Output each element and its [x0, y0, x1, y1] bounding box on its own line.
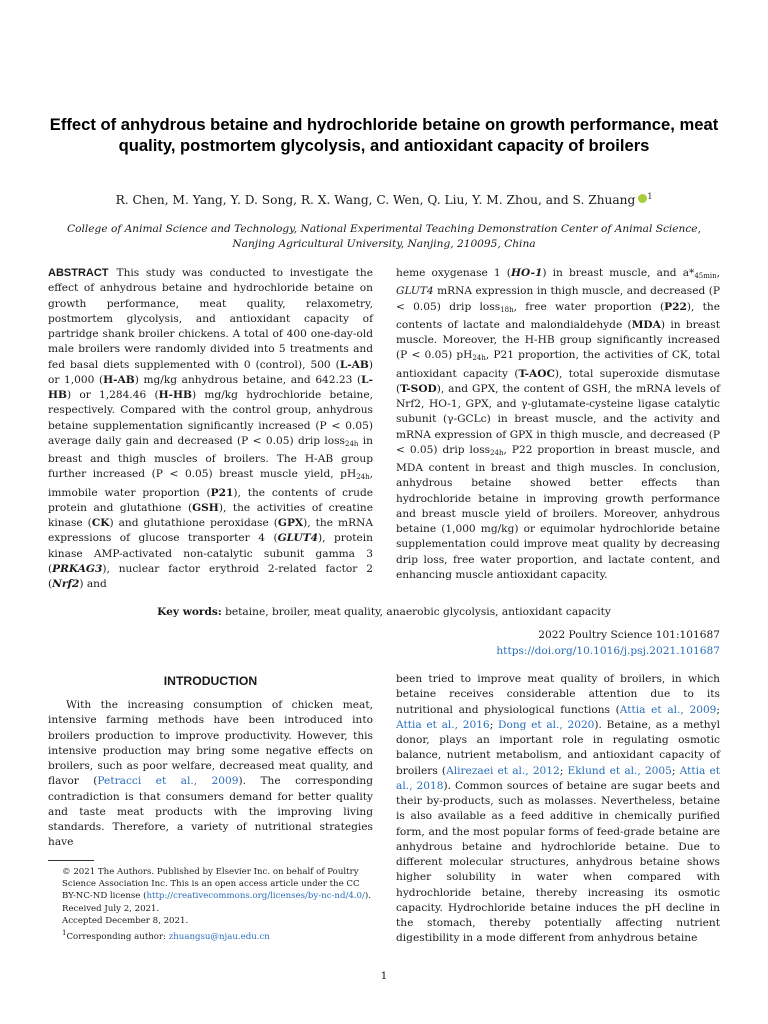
license-link[interactable]: http://creativecommons.org/licenses/by-nc-nd/4.0/ [146, 891, 365, 902]
intro-left-column [48, 698, 373, 851]
citation-link[interactable]: Attia et al., 2018 [396, 764, 721, 792]
license-text: ). [364, 891, 371, 902]
citation-link[interactable]: Petracci et al., 2009 [97, 775, 239, 788]
intro-text: ; [716, 703, 720, 716]
journal-citation: 2022 Poultry Science 101:101687 [538, 629, 720, 641]
keywords [48, 605, 720, 620]
citation-link[interactable]: Attia et al., 2009 [619, 703, 717, 716]
corr-label: Corresponding author: [66, 932, 169, 943]
abbr-gpx: GPX [277, 517, 304, 529]
citation-block [496, 627, 720, 659]
intro-text: been tried to improve meat quality of broilers, in which betaine receives considerable attention due to its nutritional and physiological functions ( [396, 673, 720, 716]
abbr-hab: H-AB [103, 373, 135, 386]
citation-link[interactable]: Alirezaei et al., 2012 [446, 764, 560, 777]
received-date: Received July 2, 2021. [62, 903, 160, 914]
subscript: 18h [500, 305, 514, 314]
abstract-text: ), the contents of crude protein and glutathione ( [48, 486, 373, 514]
author-names: R. Chen, M. Yang, Y. D. Song, R. X. Wang, C. Wen, Q. Liu, Y. M. Zhou, and S. Zhuang [115, 193, 636, 207]
footnotes [48, 866, 373, 943]
footnote-divider [48, 860, 94, 861]
footnote-marker: 1 [62, 929, 67, 938]
abstract-text: ) or 1,000 ( [48, 358, 373, 386]
abstract-text: , [716, 267, 720, 279]
keywords-text: betaine, broiler, meat quality, anaerobic glycolysis, antioxidant capacity [225, 606, 611, 618]
intro-text: ). The corresponding contradiction is that consumers demand for better quality and taste meat products with the improving living standards. Therefore, a variety of nutritional strategies have [48, 775, 374, 849]
license-note [48, 866, 373, 903]
doi-link[interactable]: https://doi.org/10.1016/j.psj.2021.101687 [496, 645, 720, 657]
abbr-tsod: T-SOD [400, 382, 437, 395]
subscript: 24h [345, 439, 359, 448]
introduction-heading: INTRODUCTION [163, 674, 258, 688]
abstract-text: in breast and thigh muscles of broilers. The H-AB group further increased (P < 0.05) breast muscle yield, pH [48, 434, 373, 481]
subscript: 24h [472, 354, 486, 363]
orcid-icon[interactable] [638, 194, 647, 203]
abstract-text: ), the activities of creatine kinase ( [48, 501, 373, 529]
subscript: 24h [490, 448, 504, 457]
abbr-mda: MDA [631, 318, 661, 331]
abstract-text: ), nuclear factor erythroid 2-related factor 2 ( [48, 562, 373, 590]
intro-text: ). Common sources of betaine are sugar beets and their by-products, such as molasses. Nevertheless, betaine is also available as a feed additive in chemically purified form, and the most popular forms of feed-grade betaine are anhydrous betaine and hydrochloride betaine. Due to different molecular structures, anhydrous betaine shows higher solubility in water when compared with hydrochloride betaine, thereby increasing its osmotic capacity. Hydrochloride betaine induces the pH decline in the stomach, thereby potentially affecting nutrient digestibility in a mode different from anhydrous betaine [396, 779, 720, 945]
corresponding-author [48, 927, 373, 943]
abstract-right-column [396, 266, 720, 583]
abbr-lhb: L-HB [48, 373, 373, 401]
abstract-text: ) in breast muscle. Moreover, the H-HB group significantly increased (P < 0.05) pH [396, 318, 720, 362]
abbr-gsh: GSH [192, 501, 219, 514]
abstract-text: heme oxygenase 1 ( [396, 267, 511, 279]
abstract-text: ) mg/kg anhydrous betaine, and 642.23 ( [134, 373, 362, 386]
abstract-text: This study was conducted to investigate the effect of anhydrous betaine and hydrochloride betaine on growth performance, meat quality, relaxometry, postmortem glycolysis, and antioxidant capacity of partridge shank broiler chickens. A total of 400 one-day-old male broilers were randomly divided into 5 treatments and fed basal diets supplemented with 0 (control), 500 ( [48, 267, 373, 371]
abstract-left-column [48, 266, 373, 592]
intro-text: ; [489, 718, 498, 731]
abstract-text: ) in breast muscle, and a* [542, 267, 695, 279]
abbr-p22: P22 [664, 300, 687, 313]
license-text: © 2021 The Authors. Published by Elsevier Inc. on behalf of Poultry Science Association Inc. This is an open access article under the CC BY-NC-ND license ( [62, 867, 360, 902]
keywords-label: Key words: [157, 606, 222, 618]
gene-nrf2: Nrf2 [52, 578, 80, 590]
abstract-text: ), protein kinase AMP-activated non-catalytic subunit gamma 3 ( [48, 532, 373, 575]
abstract-text: , P21 proportion, the activities of CK, total antioxidant capacity ( [396, 349, 720, 380]
email-link[interactable]: zhuangsu@njau.edu.cn [168, 932, 270, 943]
subscript: 45min [694, 272, 717, 280]
abstract-text: ), and GPX, the content of GSH, the mRNA levels of Nrf2, HO-1, GPX, and γ-glutamate-cysteine ligase catalytic subunit (γ-GCLc) in breast muscle, and the activity and mRNA expression of GPX in thigh muscle, and decreased (P < 0.05) drip loss [396, 382, 720, 456]
article-title: Effect of anhydrous betaine and hydrochloride betaine on growth performance, meat quality, postmortem glycolysis, and antioxidant capacity of broilers [49, 115, 719, 155]
abbr-hhb: H-HB [158, 389, 192, 401]
intro-text: ; [671, 764, 680, 777]
gene-ho1: HO-1 [510, 267, 543, 279]
abstract-text: ), the contents of lactate and malondialdehyde ( [396, 300, 721, 331]
gene-glut4: GLUT4 [396, 285, 434, 298]
gene-glut4: GLUT4 [277, 532, 319, 545]
subscript: 24h [356, 473, 370, 482]
abstract-text: ), the mRNA expressions of glucose transporter 4 ( [48, 517, 373, 545]
author-footnote-marker: 1 [647, 192, 653, 201]
abstract-text: ) mg/kg hydrochloride betaine, respectively. Compared with the control group, anhydrous betaine supplementation significantly increased (P < 0.05) average daily gain and decreased (P < 0.05) drip loss [48, 389, 373, 447]
abstract-text: , P22 proportion in breast muscle, and MDA content in breast and thigh muscles. In conclusion, anhydrous betaine showed better effects than hydrochloride betaine in improving growth performance and breast muscle yield of broilers. Moreover, anhydrous betaine (1,000 mg/kg) or equimolar hydrochloride betaine supplementation could improve meat quality by decreasing drip loss, free water proportion, and lactate content, and enhancing muscle antioxidant capacity. [396, 443, 720, 581]
affiliation: College of Animal Science and Technology, National Experimental Teaching Demonstration Center of Animal Science, Nanjing Agricultural University, Nanjing, 210095, China [67, 223, 701, 250]
intro-right-column [396, 672, 720, 947]
citation-link[interactable]: Eklund et al., 2005 [567, 764, 672, 777]
abbr-lab: L-AB [339, 358, 369, 371]
intro-text: ; [559, 764, 568, 777]
page-number: 1 [380, 970, 388, 982]
intro-text: With the increasing consumption of chicken meat, intensive farming methods have been introduced into broilers production to improve productivity. However, this intensive production may bring some negative effects on broilers, such as poor welfare, decreased meat quality, and flavor ( [48, 699, 373, 788]
abbr-ck: CK [91, 517, 110, 529]
abbr-taoc: T-AOC [518, 367, 555, 380]
author-list [40, 189, 728, 208]
abstract-text: ) and [79, 578, 107, 590]
citation-link[interactable]: Attia et al., 2016 [396, 718, 490, 731]
gene-prkag3: PRKAG3 [52, 562, 103, 575]
intro-text: ). Betaine, as a methyl donor, plays an important role in regulating osmotic balance, nutrient metabolism, and antioxidant capacity of broilers ( [396, 718, 720, 777]
abstract-text: ) and glutathione peroxidase ( [109, 517, 278, 529]
citation-link[interactable]: Dong et al., 2020 [497, 718, 595, 731]
abstract-text: , immobile water proportion ( [48, 468, 373, 499]
abstract-text: ) or 1,284.46 ( [66, 389, 159, 401]
abbr-p21: P21 [210, 486, 234, 499]
accepted-date: Accepted December 8, 2021. [62, 915, 189, 926]
abstract-heading: ABSTRACT [48, 267, 109, 279]
abstract-text: , free water proportion ( [513, 300, 665, 313]
abstract-text: mRNA expression in thigh muscle, and decreased (P < 0.05) drip loss [396, 285, 720, 313]
abstract-text: ), total superoxide dismutase ( [396, 367, 720, 395]
